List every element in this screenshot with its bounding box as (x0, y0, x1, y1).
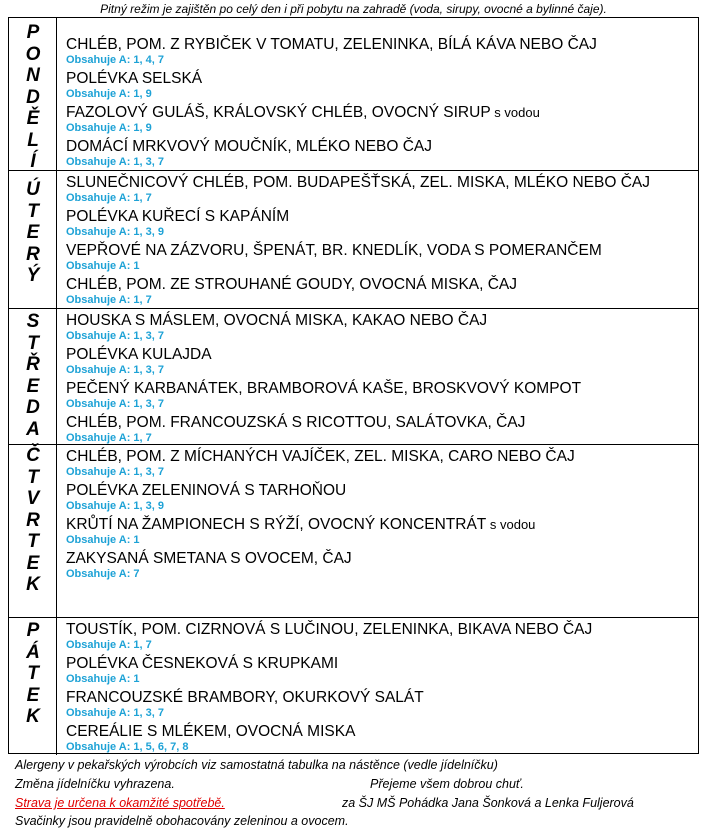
meal-title: FRANCOUZSKÉ BRAMBORY, OKURKOVÝ SALÁT (66, 689, 424, 706)
meal-name (66, 208, 694, 226)
weekly-menu-table (8, 17, 699, 754)
day-letter: Í (30, 151, 36, 172)
meal-title: TOUSTÍK, POM. CIZRNOVÁ S LUČINOU, ZELENINKA, BIKAVA NEBO ČAJ (66, 621, 593, 638)
day-name-column (9, 18, 57, 170)
wish-text: Přejeme všem dobrou chuť. (370, 777, 524, 791)
day-letter: R (26, 243, 40, 265)
day-letter: S (26, 311, 40, 332)
day-block (9, 171, 698, 309)
allergen-info: Obsahuje A: 1, 9 (66, 122, 152, 134)
meal-list (66, 18, 694, 170)
meal-item (66, 242, 694, 273)
meal-title: CEREÁLIE S MLÉKEM, OVOCNÁ MISKA (66, 723, 356, 740)
day-name-column (9, 309, 57, 444)
day-letter: Ý (26, 265, 40, 286)
meal-item (66, 346, 694, 377)
meal-item (66, 482, 694, 513)
meal-title: POLÉVKA KULAJDA (66, 346, 212, 363)
meal-name (66, 36, 694, 54)
day-name-column (9, 618, 57, 755)
day-letter: O (25, 43, 41, 65)
meal-item (66, 104, 694, 135)
meal-title: CHLÉB, POM. Z MÍCHANÝCH VAJÍČEK, ZEL. MISKA, CARO NEBO ČAJ (66, 448, 575, 465)
meal-list (66, 309, 694, 444)
meal-item (66, 723, 694, 754)
day-letter: T (27, 200, 39, 222)
meal-item (66, 208, 694, 239)
meal-name (66, 482, 694, 500)
allergen-info: Obsahuje A: 1, 5, 6, 7, 8 (66, 741, 189, 753)
meal-name (66, 380, 694, 398)
meal-item (66, 70, 694, 101)
day-letter: T (27, 531, 39, 552)
day-letter: V (26, 488, 40, 509)
snacks-note: Svačinky jsou pravidelně obohacovány zeleninou a ovocem. (15, 814, 349, 828)
allergen-note: Alergeny v pekařských výrobcích viz samostatná tabulka na nástěnce (vedle jídelníčku) (15, 758, 498, 772)
allergen-info: Obsahuje A: 1, 4, 7 (66, 54, 165, 66)
meal-name (66, 346, 694, 364)
meal-name (66, 621, 694, 639)
meal-item (66, 448, 694, 479)
day-letter: N (26, 65, 40, 86)
day-block (9, 18, 698, 171)
meal-suffix: s vodou (486, 517, 536, 532)
meal-item (66, 380, 694, 411)
meal-title: CHLÉB, POM. ZE STROUHANÉ GOUDY, OVOCNÁ MISKA, ČAJ (66, 276, 518, 293)
meal-title: POLÉVKA SELSKÁ (66, 70, 203, 87)
meal-item (66, 414, 694, 445)
day-letter: P (26, 22, 40, 43)
day-name-column (9, 445, 57, 617)
day-letter: E (26, 222, 40, 243)
meal-title: ZAKYSANÁ SMETANA S OVOCEM, ČAJ (66, 550, 352, 567)
meal-title: FAZOLOVÝ GULÁŠ, KRÁLOVSKÝ CHLÉB, OVOCNÝ SIRUP (66, 104, 491, 121)
meal-name (66, 242, 694, 260)
meal-title: PEČENÝ KARBANÁTEK, BRAMBOROVÁ KAŠE, BROSKVOVÝ KOMPOT (66, 380, 582, 397)
meal-name (66, 550, 694, 568)
meal-item (66, 621, 694, 652)
meal-title: POLÉVKA ČESNEKOVÁ S KRUPKAMI (66, 655, 339, 672)
allergen-info: Obsahuje A: 1, 3, 7 (66, 707, 165, 719)
day-letter: E (26, 684, 40, 706)
meal-title: KRŮTÍ NA ŽAMPIONECH S RÝŽÍ, OVOCNÝ KONCENTRÁT (66, 516, 487, 533)
day-letter: R (26, 509, 40, 531)
allergen-info: Obsahuje A: 1, 9 (66, 88, 152, 100)
day-block (9, 309, 698, 445)
meal-item (66, 655, 694, 686)
meal-name (66, 689, 694, 707)
day-letter: D (26, 86, 40, 108)
day-letter: Č (26, 445, 40, 466)
meal-item (66, 516, 694, 547)
allergen-info: Obsahuje A: 1 (66, 673, 140, 685)
day-name (9, 179, 57, 287)
meal-suffix: s vodou (490, 105, 540, 120)
day-letter: Ú (26, 179, 40, 200)
meal-item (66, 550, 694, 581)
meal-title: POLÉVKA KUŘECÍ S KAPÁNÍM (66, 208, 290, 225)
day-letter: Ě (26, 108, 40, 129)
meal-name (66, 70, 694, 88)
allergen-info: Obsahuje A: 1, 7 (66, 432, 152, 444)
meal-name (66, 104, 694, 122)
meal-title: DOMÁCÍ MRKVOVÝ MOUČNÍK, MLÉKO NEBO ČAJ (66, 138, 433, 155)
meal-name (66, 414, 694, 432)
allergen-info: Obsahuje A: 1, 3, 7 (66, 330, 165, 342)
meal-name (66, 448, 694, 466)
meal-item (66, 174, 694, 205)
signature: za ŠJ MŠ Pohádka Jana Šonková a Lenka Fuljerová (342, 796, 634, 810)
meal-list (66, 445, 694, 617)
allergen-info: Obsahuje A: 1, 7 (66, 639, 152, 651)
meal-name (66, 312, 694, 330)
allergen-info: Obsahuje A: 1, 3, 9 (66, 500, 165, 512)
allergen-info: Obsahuje A: 1 (66, 534, 140, 546)
meal-item (66, 689, 694, 720)
meal-name (66, 276, 694, 294)
meal-title: POLÉVKA ZELENINOVÁ S TARHOŇOU (66, 482, 347, 499)
allergen-info: Obsahuje A: 1, 3, 9 (66, 226, 165, 238)
day-letter: Ř (26, 354, 40, 375)
meal-item (66, 312, 694, 343)
meal-title: CHLÉB, POM. Z RYBIČEK V TOMATU, ZELENINKA, BÍLÁ KÁVA NEBO ČAJ (66, 36, 597, 53)
day-letter: E (26, 375, 40, 397)
change-note: Změna jídelníčku vyhrazena. (15, 777, 175, 791)
allergen-info: Obsahuje A: 7 (66, 568, 140, 580)
day-letter: Á (26, 641, 40, 663)
meal-list (66, 171, 694, 308)
day-name-column (9, 171, 57, 308)
meal-name (66, 174, 694, 192)
day-letter: D (26, 397, 40, 418)
day-letter: E (26, 552, 40, 574)
meal-title: CHLÉB, POM. FRANCOUZSKÁ S RICOTTOU, SALÁTOVKA, ČAJ (66, 414, 526, 431)
meal-title: HOUSKA S MÁSLEM, OVOCNÁ MISKA, KAKAO NEBO ČAJ (66, 312, 488, 329)
meal-title: SLUNEČNICOVÝ CHLÉB, POM. BUDAPEŠŤSKÁ, ZEL. MISKA, MLÉKO NEBO ČAJ (66, 174, 650, 191)
meal-title: VEPŘOVÉ NA ZÁZVORU, ŠPENÁT, BR. KNEDLÍK, VODA S POMERANČEM (66, 242, 602, 259)
meal-item (66, 36, 694, 67)
allergen-info: Obsahuje A: 1, 3, 7 (66, 398, 165, 410)
meal-list (66, 618, 694, 755)
meal-name (66, 655, 694, 673)
day-letter: L (27, 129, 39, 151)
allergen-info: Obsahuje A: 1, 3, 7 (66, 466, 165, 478)
meal-name (66, 516, 694, 534)
immediate-consumption-note: Strava je určena k okamžité spotřebě. (15, 796, 225, 810)
allergen-info: Obsahuje A: 1, 7 (66, 192, 152, 204)
day-letter: T (27, 466, 39, 488)
day-letter: P (26, 620, 40, 641)
meal-item (66, 138, 694, 169)
day-block (9, 618, 698, 755)
drinking-regime-note: Pitný režim je zajištěn po celý den i při pobytu na zahradě (voda, sirupy, ovocné a bylinné čaje). (100, 2, 607, 16)
day-name (9, 22, 57, 173)
allergen-info: Obsahuje A: 1 (66, 260, 140, 272)
day-letter: K (26, 706, 40, 727)
meal-name (66, 138, 694, 156)
meal-item (66, 276, 694, 307)
day-letter: T (27, 663, 39, 684)
day-letter: T (27, 332, 39, 354)
day-letter: A (26, 418, 40, 440)
allergen-info: Obsahuje A: 1, 3, 7 (66, 364, 165, 376)
meal-name (66, 723, 694, 741)
day-name (9, 445, 57, 596)
day-name (9, 311, 57, 440)
day-name (9, 620, 57, 728)
allergen-info: Obsahuje A: 1, 7 (66, 294, 152, 306)
day-letter: K (26, 574, 40, 595)
day-block (9, 445, 698, 618)
allergen-info: Obsahuje A: 1, 3, 7 (66, 156, 165, 168)
